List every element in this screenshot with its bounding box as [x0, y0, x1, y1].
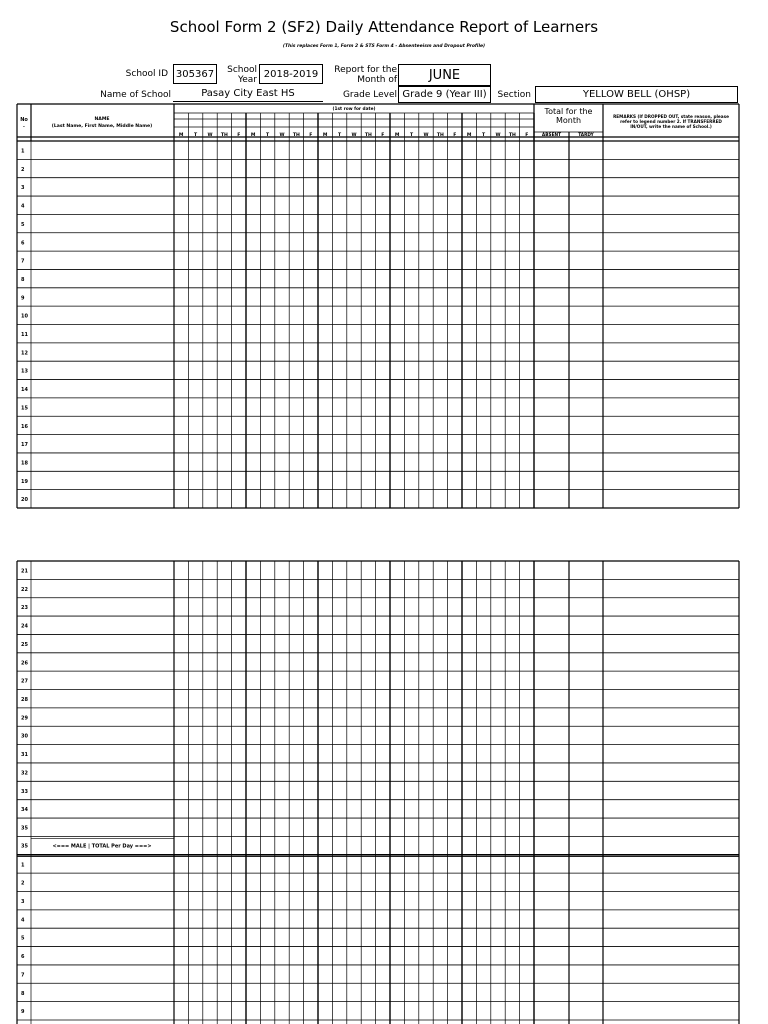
- day-label-t: T: [482, 133, 486, 138]
- total-header-month: Month: [555, 116, 582, 125]
- day-label-f: F: [237, 133, 241, 138]
- section-field[interactable]: YELLOW BELL (OHSP): [535, 86, 738, 103]
- day-label-w: W: [279, 133, 285, 138]
- tardy-header: TARDY: [578, 133, 594, 138]
- row-number: 32: [21, 770, 28, 777]
- day-label-th: TH: [508, 133, 516, 138]
- row-number: 4: [21, 917, 25, 924]
- total-header: Total for the: [544, 107, 593, 116]
- row-number: 13: [21, 368, 28, 375]
- row-number: 21: [21, 568, 28, 575]
- row-number: 5: [21, 221, 25, 228]
- school-id-label: School ID: [125, 69, 168, 79]
- row-number: 35: [21, 825, 28, 832]
- day-label-t: T: [266, 133, 270, 138]
- column-no-dot: .: [23, 123, 25, 129]
- row-number: 34: [21, 807, 28, 814]
- row-number: 17: [21, 442, 28, 449]
- row-number: 6: [21, 240, 25, 247]
- day-label-t: T: [194, 133, 198, 138]
- school-id-field[interactable]: 305367: [173, 64, 217, 84]
- row-number: 3: [21, 898, 25, 905]
- row-number: 3: [21, 185, 25, 192]
- row-number: 28: [21, 697, 28, 704]
- row-number: 9: [21, 295, 25, 302]
- row-number: 16: [21, 423, 28, 430]
- day-label-th: TH: [292, 133, 300, 138]
- row-number: 18: [21, 460, 28, 467]
- row-number: 2: [21, 166, 25, 173]
- day-label-w: W: [351, 133, 357, 138]
- day-label-t: T: [410, 133, 414, 138]
- day-label-m: M: [178, 133, 184, 138]
- row-number: 22: [21, 586, 28, 593]
- report-month-label: Report for the Month of: [334, 65, 397, 85]
- row-number: 11: [21, 332, 28, 338]
- day-label-th: TH: [364, 133, 372, 138]
- row-number: 29: [21, 715, 28, 722]
- male-total-label: <=== MALE | TOTAL Per Day ===>: [52, 843, 152, 850]
- school-year-field[interactable]: 2018-2019: [259, 64, 323, 84]
- row-number: 26: [21, 660, 28, 667]
- remarks-header: refer to legend number 2. If TRANSFERRED: [620, 119, 722, 124]
- row-number: 9: [21, 1009, 25, 1016]
- section-label: Section: [497, 90, 531, 100]
- column-no-header: No: [20, 117, 28, 123]
- row-number: 20: [21, 497, 28, 504]
- male-total-number: 35: [21, 843, 28, 850]
- row-number: 27: [21, 678, 28, 685]
- day-label-m: M: [322, 133, 328, 138]
- row-number: 7: [21, 258, 25, 265]
- day-label-t: T: [338, 133, 342, 138]
- row-number: 31: [21, 752, 28, 759]
- row-number: 10: [21, 313, 28, 320]
- row-number: 23: [21, 605, 28, 612]
- day-label-f: F: [309, 133, 313, 138]
- form-title: School Form 2 (SF2) Daily Attendance Report of Learners: [169, 18, 599, 36]
- row-number: 15: [21, 405, 28, 412]
- absent-header: ABSENT: [541, 133, 562, 138]
- row-number: 1: [21, 148, 25, 155]
- day-label-f: F: [453, 133, 457, 138]
- row-number: 8: [21, 990, 25, 997]
- dates-caption: (1st row for date): [332, 107, 376, 112]
- column-name-subheader: (Last Name, First Name, Middle Name): [51, 124, 153, 129]
- school-year-label: School Year: [227, 65, 257, 85]
- day-label-w: W: [495, 133, 501, 138]
- day-label-w: W: [423, 133, 429, 138]
- row-number: 6: [21, 954, 25, 961]
- remarks-header: IN/OUT, write the name of School.): [630, 124, 712, 129]
- school-name-field[interactable]: Pasay City East HS: [173, 86, 323, 102]
- row-number: 24: [21, 623, 28, 630]
- row-number: 25: [21, 641, 28, 648]
- row-number: 8: [21, 276, 25, 283]
- row-number: 33: [21, 788, 28, 795]
- row-number: 1: [21, 862, 25, 869]
- row-number: 2: [21, 880, 25, 887]
- report-month-field[interactable]: JUNE: [398, 64, 491, 86]
- day-label-m: M: [394, 133, 400, 138]
- day-label-f: F: [381, 133, 385, 138]
- day-label-m: M: [466, 133, 472, 138]
- day-label-w: W: [207, 133, 213, 138]
- day-label-f: F: [525, 133, 529, 138]
- row-number: 7: [21, 972, 25, 979]
- row-number: 12: [21, 350, 28, 357]
- grade-level-field[interactable]: Grade 9 (Year III): [398, 86, 491, 103]
- row-number: 4: [21, 203, 25, 210]
- row-number: 19: [21, 478, 28, 485]
- grade-level-label: Grade Level: [342, 90, 397, 100]
- day-label-th: TH: [436, 133, 444, 138]
- row-number: 5: [21, 935, 25, 942]
- remarks-header: REMARKS (If DROPPED OUT, state reason, please: [613, 114, 729, 119]
- row-number: 14: [21, 387, 28, 394]
- form-subtitle: (This replaces Form 1, Form 2 & STS Form 4 - Absenteeism and Dropout Profile): [282, 44, 486, 49]
- school-name-label: Name of School: [100, 90, 171, 100]
- column-name-header: NAME: [94, 117, 110, 122]
- day-label-m: M: [250, 133, 256, 138]
- row-number: 30: [21, 733, 28, 740]
- day-label-th: TH: [220, 133, 228, 138]
